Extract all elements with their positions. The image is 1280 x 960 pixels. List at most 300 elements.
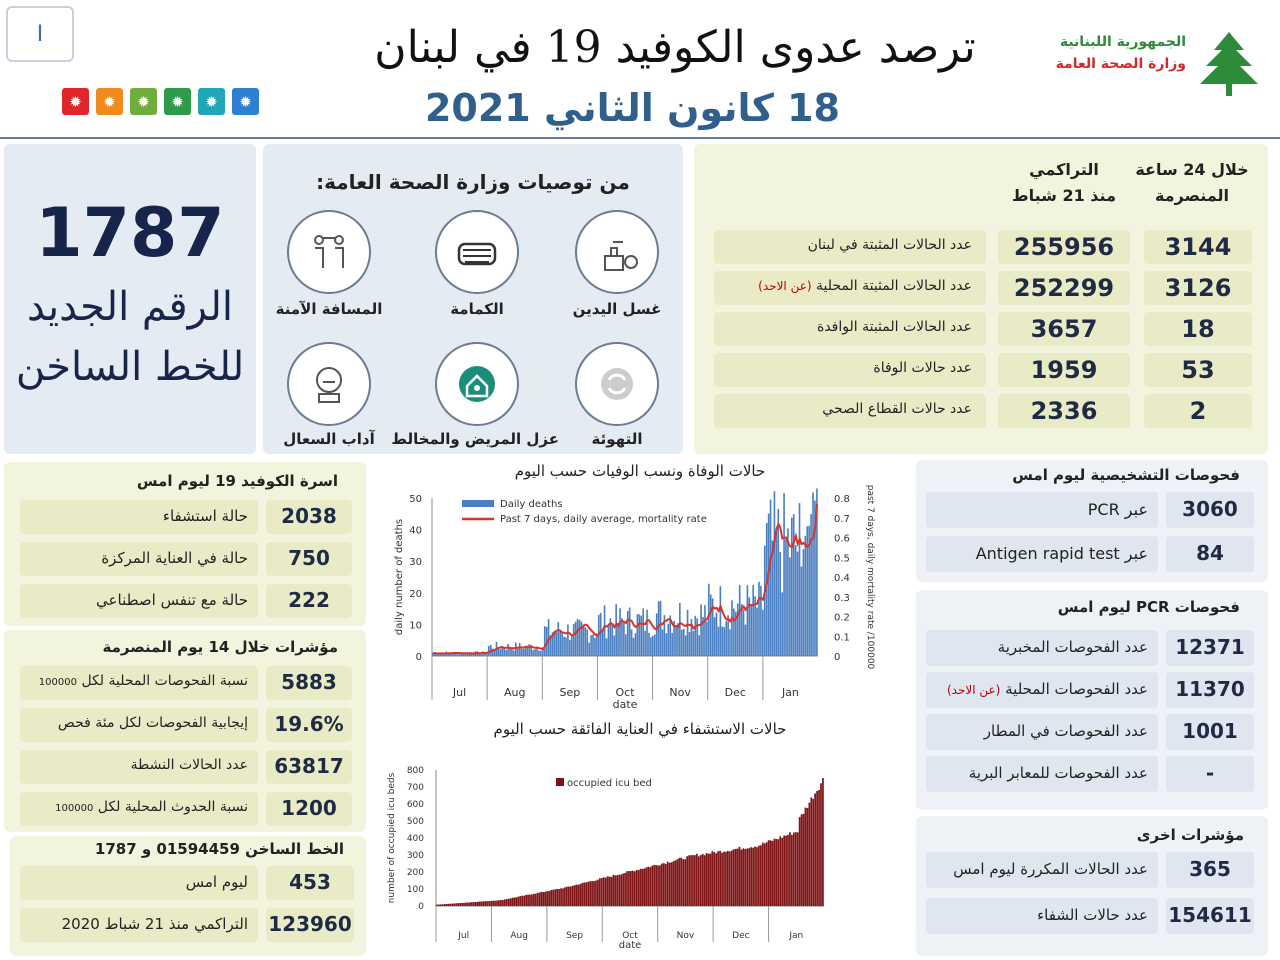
deaths-bar — [656, 613, 658, 656]
deaths-bar — [718, 627, 720, 656]
pcr-label-text: عدد الفحوصات في المطار — [983, 722, 1148, 740]
legend-label: occupied icu bed — [567, 778, 652, 789]
deaths-bar — [633, 638, 635, 656]
deaths-bar — [631, 629, 633, 656]
icu-bar — [667, 862, 669, 906]
icu-bar — [803, 814, 805, 906]
y-tick-label: 0 — [418, 902, 424, 912]
icu-bar — [653, 865, 655, 906]
distance-icon — [287, 210, 371, 294]
corner-box-text: I — [36, 21, 44, 47]
y2-tick-label: 0.7 — [834, 513, 850, 525]
deaths-bar — [793, 514, 795, 656]
hotline-calls-title: الخط الساخن 01594459 و 1787 — [94, 840, 344, 858]
deaths-bar — [515, 642, 517, 656]
icu-bar — [640, 869, 642, 906]
deaths-bar — [565, 637, 567, 656]
pcr-label — [998, 638, 1148, 656]
deaths-bar — [596, 633, 598, 656]
icu-bar — [760, 845, 762, 906]
icu-bar — [492, 901, 494, 906]
indicator-value: 19.6% — [274, 712, 344, 736]
beds-label-box — [20, 542, 258, 576]
indicator-label-text: إيجابية الفحوصات لكل مئة فحص — [57, 715, 248, 731]
summary-day-box — [1144, 230, 1252, 264]
ventilation-icon — [575, 342, 659, 426]
icu-bar — [698, 856, 700, 906]
y-tick-label: 700 — [406, 783, 424, 793]
icu-bar — [554, 889, 556, 906]
icu-bar — [680, 858, 682, 906]
deaths-bar — [725, 621, 727, 656]
icu-bar — [647, 867, 649, 906]
calls-label — [186, 873, 248, 891]
deaths-bar — [573, 624, 575, 656]
deaths-bar — [571, 637, 573, 656]
icu-bar — [737, 849, 739, 906]
summary-day-box — [1144, 312, 1252, 346]
icu-bar — [702, 854, 704, 906]
icu-bar — [774, 839, 776, 906]
deaths-bar — [795, 545, 797, 656]
icu-bar — [644, 868, 646, 906]
deaths-bar — [621, 618, 623, 656]
deaths-bar — [615, 604, 617, 656]
pcr-panel — [916, 590, 1268, 810]
hotline-calls-panel — [10, 836, 366, 956]
hotline-number: 1787 — [35, 194, 225, 273]
icu-bar — [700, 855, 702, 906]
icu-bar — [502, 900, 504, 906]
icu-bar — [465, 903, 467, 906]
deaths-bar — [774, 491, 776, 656]
month-label: Aug — [503, 686, 526, 699]
icu-bar — [776, 839, 778, 906]
indicator-value: 5883 — [281, 670, 337, 694]
deaths-bar — [644, 631, 646, 656]
icu-bar — [791, 835, 793, 906]
deaths-bar — [627, 611, 629, 656]
icu-bar — [593, 881, 595, 906]
deaths-bar — [577, 619, 579, 656]
summary-cum-box — [998, 312, 1130, 346]
indicator-value: 1200 — [281, 796, 337, 820]
deaths-bar — [583, 624, 585, 656]
icu-bar — [550, 890, 552, 906]
indicator-label-box — [20, 666, 258, 700]
icu-bar — [725, 852, 727, 906]
icu-bar — [450, 904, 452, 906]
icu-bar — [481, 902, 483, 906]
summary-day-box — [1144, 394, 1252, 428]
diagnostic-label-text: عبر PCR — [1087, 500, 1148, 519]
icu-bar — [473, 902, 475, 906]
icu-bar — [531, 894, 533, 906]
icu-bar — [677, 859, 679, 906]
icu-bar — [543, 892, 545, 906]
calls-label-text: ليوم امس — [185, 873, 248, 891]
indicators14-panel — [4, 630, 366, 832]
indicator-label — [131, 757, 248, 773]
y-tick-label: 10 — [409, 620, 422, 632]
icu-bar — [455, 903, 457, 906]
icu-bar — [490, 901, 492, 906]
recommendation-label: غسل اليدين — [572, 300, 662, 318]
month-label: Nov — [669, 686, 691, 699]
deaths-bar — [787, 529, 789, 656]
deaths-bar — [544, 626, 546, 656]
deaths-bar — [548, 619, 550, 656]
deaths-bar — [700, 604, 702, 656]
summary-day-box — [1144, 271, 1252, 305]
icu-bar — [743, 848, 745, 906]
summary-row-label — [758, 278, 972, 294]
deaths-bar — [698, 635, 700, 656]
icu-bar — [477, 902, 479, 906]
beds-value: 222 — [288, 588, 330, 612]
deaths-bar — [586, 629, 588, 656]
icu-bar — [558, 889, 560, 906]
header-color-icon: ✹ — [232, 88, 259, 115]
icu-bar — [572, 886, 574, 906]
icu-bar — [616, 875, 618, 906]
diagnostic-value-box — [1166, 536, 1254, 572]
month-label: Jul — [452, 686, 467, 699]
icu-bar — [665, 864, 667, 906]
icu-bar — [486, 901, 488, 906]
icu-bar — [521, 896, 523, 906]
chart2-title: حالات الاستشفاء في العناية الفائقة حسب اليوم — [493, 720, 787, 738]
deaths-bar — [708, 584, 710, 656]
deaths-bar — [694, 616, 696, 656]
recommendation-label: آداب السعال — [283, 430, 375, 448]
summary-col-24h: خلال 24 ساعة — [1135, 160, 1249, 179]
indicator-label-box — [20, 708, 258, 742]
icu-bar — [810, 798, 812, 906]
deaths-bar — [511, 648, 513, 656]
icu-bar — [475, 902, 477, 906]
indicator-value-box — [266, 792, 352, 826]
calls-label — [62, 915, 248, 933]
icu-bar — [781, 838, 783, 906]
summary-col-cum-sub: منذ 21 شباط — [1012, 186, 1116, 205]
recommendation-label: عزل المريض والمخالط — [391, 430, 559, 448]
summary-label-box — [714, 312, 986, 346]
summary-cum-box — [998, 230, 1130, 264]
deaths-bar — [529, 644, 531, 656]
other-value-box — [1166, 898, 1254, 934]
diagnostic-panel — [916, 460, 1268, 582]
indicators14-title: مؤشرات خلال 14 يوم المنصرمة — [102, 638, 338, 656]
deaths-bar — [776, 530, 778, 656]
icu-bar — [628, 871, 630, 906]
y-tick-label: 400 — [406, 834, 424, 844]
beds-value: 2038 — [281, 504, 337, 528]
icu-bar — [560, 888, 562, 906]
month-label: Jan — [781, 686, 799, 699]
pcr-note: (عن الاحد) — [946, 683, 1001, 697]
icu-bar — [797, 832, 799, 906]
beds-value-box — [266, 542, 352, 576]
pcr-label-box — [926, 672, 1158, 708]
y-tick-label: 500 — [406, 817, 424, 827]
deaths-bar — [743, 609, 745, 656]
header-color-icon: ✹ — [164, 88, 191, 115]
icu-bar — [440, 904, 442, 906]
icu-bar — [729, 851, 731, 906]
other-label — [1037, 906, 1148, 924]
y-tick-label: 200 — [406, 868, 424, 878]
summary-cum-value: 2336 — [1030, 397, 1098, 425]
icu-bar — [756, 847, 758, 906]
header-color-icon: ✹ — [130, 88, 157, 115]
deaths-bar — [696, 618, 698, 656]
indicator-label-text: نسبة الحدوث المحلية لكل — [97, 799, 248, 815]
pcr-label — [947, 680, 1148, 698]
icu-bar — [496, 901, 498, 906]
icu-bar — [820, 783, 822, 906]
icu-bar — [626, 871, 628, 906]
deaths-bar — [590, 635, 592, 656]
deaths-bar — [679, 603, 681, 656]
pcr-label — [984, 722, 1148, 740]
summary-row-label — [808, 237, 972, 253]
icu-bar — [669, 863, 671, 906]
icu-bar — [717, 851, 719, 906]
month-label: Dec — [732, 931, 750, 941]
icu-bar — [814, 793, 816, 906]
icu-bar — [469, 902, 471, 906]
icu-bar — [692, 855, 694, 906]
icu-bar — [438, 905, 440, 906]
beds-value: 750 — [288, 546, 330, 570]
deaths-bar — [752, 585, 754, 656]
icu-bar — [727, 851, 729, 906]
icu-bar — [673, 861, 675, 906]
icu-bar — [517, 897, 519, 906]
other-label-box — [926, 898, 1158, 934]
deaths-bar — [675, 626, 677, 656]
deaths-bar — [619, 608, 621, 656]
summary-cum-box — [998, 394, 1130, 428]
month-label: Dec — [724, 686, 746, 699]
diagnostic-label-box — [926, 492, 1158, 528]
icu-bar — [777, 839, 779, 906]
icu-bar — [688, 855, 690, 906]
icu-bar — [706, 853, 708, 906]
deaths-bar — [639, 614, 641, 656]
deaths-bar — [519, 643, 521, 656]
isolation-icon — [435, 342, 519, 426]
icu-bar — [506, 899, 508, 906]
icu-bar — [779, 836, 781, 906]
deaths-bar — [764, 546, 766, 656]
deaths-chart — [380, 484, 900, 714]
icu-bar — [719, 851, 721, 906]
beds-value-box — [266, 584, 352, 618]
deaths-bar — [561, 632, 563, 656]
icu-bar — [762, 843, 764, 906]
icu-bar — [448, 904, 450, 906]
cough-etiquette-icon — [287, 342, 371, 426]
icu-bar — [655, 865, 657, 906]
icu-bar — [529, 895, 531, 906]
icu-bar — [764, 843, 766, 906]
other-panel — [916, 816, 1268, 956]
icu-bar — [787, 835, 789, 906]
icu-bar — [770, 840, 772, 906]
icu-bar — [504, 899, 506, 906]
deaths-bar — [629, 607, 631, 656]
icu-bar — [694, 855, 696, 906]
icu-bar — [459, 903, 461, 906]
icu-bar — [651, 866, 653, 906]
icu-bar — [483, 901, 485, 906]
summary-day-value: 18 — [1181, 315, 1215, 343]
summary-day-value: 3126 — [1164, 274, 1232, 302]
icu-bar — [527, 895, 529, 906]
cedar-icon — [1194, 30, 1264, 98]
icu-bar — [752, 848, 754, 906]
icu-bar — [574, 885, 576, 906]
other-label-text: عدد حالات الشفاء — [1037, 906, 1148, 924]
deaths-bar — [617, 623, 619, 656]
icu-bar — [453, 903, 455, 906]
icu-bar — [649, 867, 651, 906]
pcr-value: 12371 — [1175, 635, 1245, 659]
beds-label-box — [20, 584, 258, 618]
calls-value: 453 — [289, 870, 331, 894]
icu-bar — [587, 882, 589, 906]
deaths-bar — [648, 633, 650, 656]
deaths-bar — [812, 492, 814, 656]
y2-tick-label: 0.4 — [834, 573, 850, 584]
summary-cum-box — [998, 353, 1130, 387]
deaths-bar — [747, 585, 749, 656]
deaths-bar — [500, 649, 502, 656]
deaths-bar — [716, 613, 718, 656]
icu-bar — [547, 891, 549, 906]
y2-tick-label: 0 — [834, 652, 841, 663]
indicator-label — [39, 673, 248, 689]
beds-label — [96, 591, 248, 609]
icu-bar — [630, 871, 632, 906]
icu-bar — [638, 870, 640, 906]
deaths-bar — [517, 649, 519, 656]
icu-bar — [514, 898, 516, 906]
indicator-label — [55, 799, 248, 815]
icu-bar — [696, 854, 698, 906]
deaths-bar — [723, 627, 725, 656]
icu-bar — [549, 891, 551, 906]
icu-bar — [605, 878, 607, 906]
deaths-bar — [685, 635, 687, 656]
y-tick-label: 600 — [406, 800, 424, 810]
icu-bar — [675, 860, 677, 906]
summary-label-box — [714, 394, 986, 428]
icu-bar — [657, 866, 659, 906]
icu-bar — [799, 817, 801, 906]
y-axis-label: daily number of deaths — [394, 518, 405, 636]
legend-label: Past 7 days, daily average, mortality rate — [500, 514, 707, 525]
icu-bar — [620, 875, 622, 906]
deaths-bar — [799, 503, 801, 656]
hotline-line2: للخط الساخن — [15, 344, 245, 390]
summary-row-text: عدد حالات القطاع الصحي — [822, 401, 972, 417]
icu-bar — [754, 847, 756, 906]
deaths-bar — [772, 540, 774, 656]
calls-label-box — [20, 866, 258, 900]
recommendations-panel — [263, 144, 683, 454]
icu-bar — [512, 898, 514, 906]
icu-bar — [723, 852, 725, 906]
deaths-bar — [654, 635, 656, 656]
deaths-bar — [785, 539, 787, 656]
ministry-line2: وزارة الصحة العامة — [1055, 56, 1186, 72]
deaths-bar — [810, 514, 812, 656]
indicator-unit: 100000 — [38, 677, 77, 688]
icu-bar — [525, 895, 527, 906]
pcr-value: 1001 — [1182, 719, 1238, 743]
diagnostic-label — [976, 544, 1148, 563]
icu-bar — [789, 832, 791, 906]
header-color-icon: ✹ — [198, 88, 225, 115]
other-value-box — [1166, 852, 1254, 888]
calls-value-box — [266, 908, 354, 942]
icu-bar — [562, 888, 564, 906]
icu-bar — [599, 878, 601, 906]
deaths-bar — [509, 648, 511, 656]
icu-bar — [467, 903, 469, 906]
pcr-title: فحوصات PCR ليوم امس — [1057, 598, 1240, 616]
icu-bar — [785, 836, 787, 906]
icu-bar — [535, 894, 537, 906]
summary-panel — [694, 144, 1268, 454]
pcr-value: - — [1205, 761, 1215, 785]
icu-bar — [795, 832, 797, 906]
pcr-label-box — [926, 714, 1158, 750]
icu-bar — [442, 904, 444, 906]
deaths-bar — [465, 654, 467, 656]
summary-cum-value: 3657 — [1030, 315, 1098, 343]
deaths-bar — [611, 623, 613, 656]
icu-bar — [461, 903, 463, 906]
deaths-bar — [801, 567, 803, 656]
deaths-bar — [671, 633, 673, 656]
month-label: Jul — [458, 931, 470, 941]
y-tick-label: 100 — [406, 885, 424, 895]
deaths-bar — [693, 631, 695, 656]
deaths-bar — [797, 552, 799, 656]
summary-row-text: عدد الحالات المثبتة المحلية — [816, 278, 972, 294]
icu-bar — [552, 890, 554, 906]
summary-row-text: عدد حالات الوفاة — [873, 360, 972, 376]
deaths-bar — [758, 582, 760, 656]
deaths-bar — [592, 634, 594, 656]
recommendation-label: التهوئة — [591, 430, 643, 448]
summary-row-label — [873, 360, 972, 376]
deaths-bar — [606, 638, 608, 656]
y-tick-label: 40 — [409, 525, 422, 537]
indicator-label-text: نسبة الفحوصات المحلية لكل — [81, 673, 248, 689]
deaths-bar — [559, 632, 561, 656]
icu-bar — [812, 799, 814, 906]
icu-bar — [748, 848, 750, 906]
pcr-label-box — [926, 630, 1158, 666]
other-label — [953, 860, 1148, 878]
icu-bar — [772, 841, 774, 906]
hotline-line1: الرقم الجديد — [26, 284, 234, 330]
